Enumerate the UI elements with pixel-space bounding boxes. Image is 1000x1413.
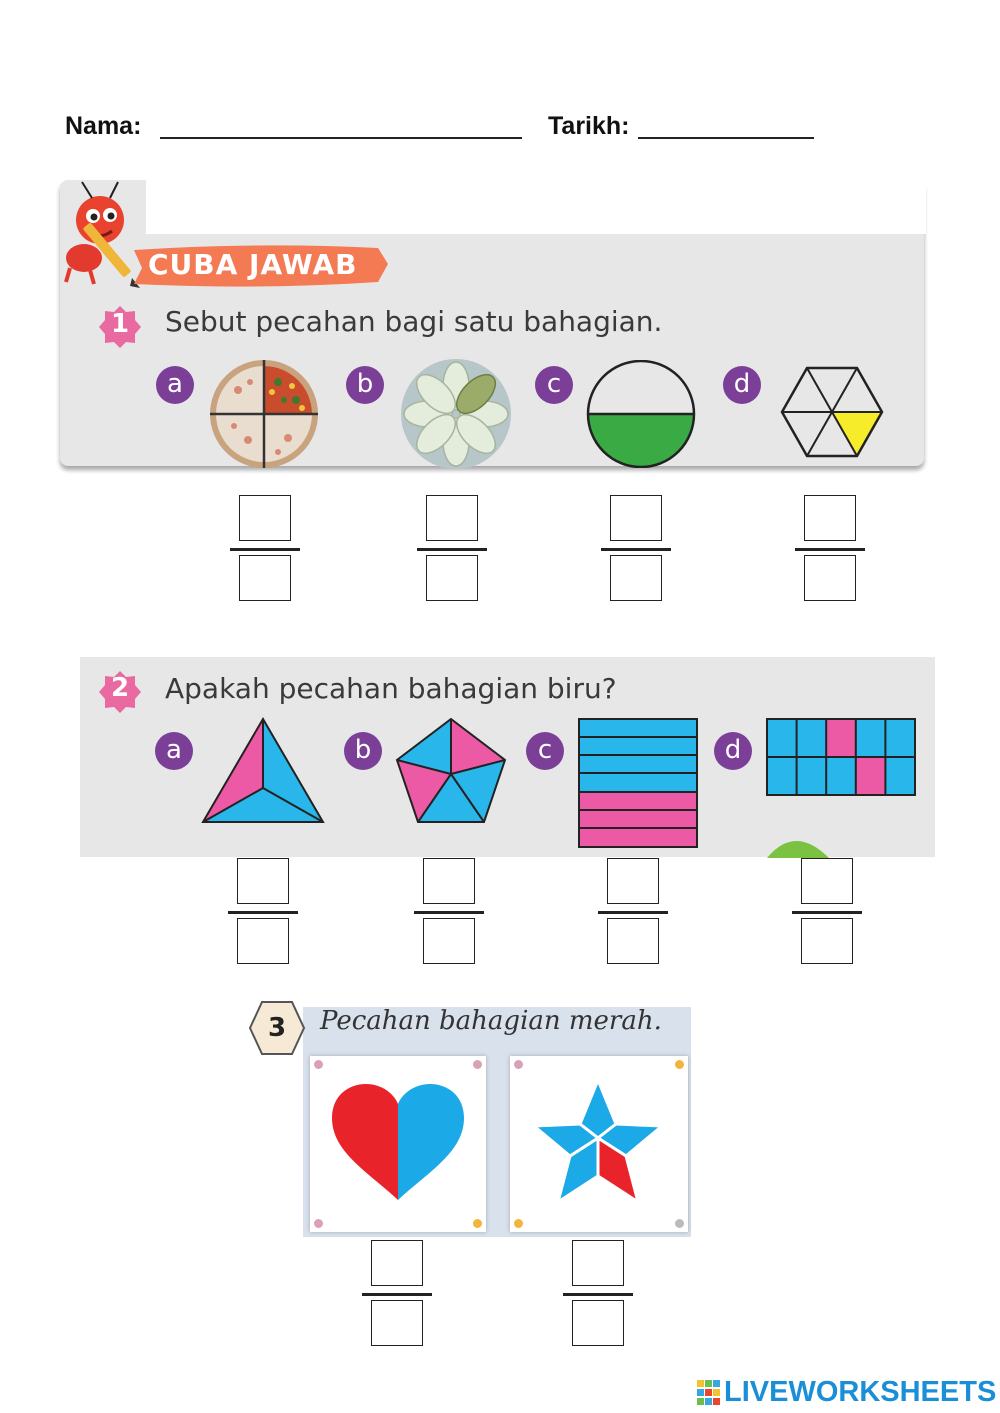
hexagon-sixths-image bbox=[778, 356, 886, 468]
fraction-bar bbox=[601, 548, 671, 551]
numerator-input[interactable] bbox=[804, 495, 856, 541]
fraction-answer-3b bbox=[563, 1240, 635, 1350]
rectangle-strips-image bbox=[578, 718, 698, 848]
fraction-bar bbox=[795, 548, 865, 551]
denominator-input[interactable] bbox=[804, 555, 856, 601]
pentagon-fifths-image bbox=[394, 716, 508, 826]
denominator-input[interactable] bbox=[426, 555, 478, 601]
question-number: 2 bbox=[110, 673, 130, 703]
date-label: Tarikh: bbox=[548, 112, 630, 140]
cuba-jawab-text: CUBA JAWAB bbox=[148, 248, 358, 281]
fraction-bar bbox=[563, 1293, 633, 1296]
fraction-answer-2d bbox=[792, 858, 864, 968]
item-letter-c: c bbox=[526, 732, 564, 770]
fraction-answer-3a bbox=[362, 1240, 434, 1350]
question-number: 3 bbox=[267, 1013, 287, 1043]
item-letter-a: a bbox=[155, 732, 193, 770]
item-letter-b: b bbox=[344, 732, 382, 770]
grid-cells-image bbox=[766, 718, 916, 796]
question-3-prompt: Pecahan bahagian merah. bbox=[320, 1006, 662, 1036]
numerator-input[interactable] bbox=[801, 858, 853, 904]
star-fifths-image bbox=[530, 1076, 666, 1206]
liveworksheets-logo-icon bbox=[697, 1380, 721, 1406]
circle-half-green-image bbox=[586, 360, 696, 468]
fraction-bar bbox=[230, 548, 300, 551]
numerator-input[interactable] bbox=[610, 495, 662, 541]
numerator-input[interactable] bbox=[371, 1240, 423, 1286]
item-letter-b: b bbox=[346, 366, 384, 404]
numerator-input[interactable] bbox=[572, 1240, 624, 1286]
numerator-input[interactable] bbox=[423, 858, 475, 904]
name-label: Nama: bbox=[65, 112, 142, 140]
numerator-input[interactable] bbox=[239, 495, 291, 541]
denominator-input[interactable] bbox=[239, 555, 291, 601]
liveworksheets-brand: LIVEWORKSHEETS bbox=[724, 1376, 997, 1408]
denominator-input[interactable] bbox=[423, 918, 475, 964]
heart-halves-image bbox=[328, 1082, 468, 1202]
numerator-input[interactable] bbox=[426, 495, 478, 541]
triangle-thirds-image bbox=[200, 716, 326, 826]
name-line bbox=[160, 137, 522, 139]
fraction-bar bbox=[598, 911, 668, 914]
denominator-input[interactable] bbox=[237, 918, 289, 964]
fraction-answer-2a bbox=[228, 858, 300, 968]
fraction-answer-2c bbox=[598, 858, 670, 968]
denominator-input[interactable] bbox=[572, 1300, 624, 1346]
fraction-bar bbox=[414, 911, 484, 914]
question-2-prompt: Apakah pecahan bahagian biru? bbox=[165, 672, 617, 705]
item-letter-d: d bbox=[714, 732, 752, 770]
fraction-answer-1a bbox=[230, 495, 302, 605]
denominator-input[interactable] bbox=[371, 1300, 423, 1346]
question-number: 1 bbox=[110, 309, 130, 339]
numerator-input[interactable] bbox=[607, 858, 659, 904]
numerator-input[interactable] bbox=[237, 858, 289, 904]
fraction-answer-2b bbox=[414, 858, 486, 968]
fraction-answer-1b bbox=[417, 495, 489, 605]
leaf-icon bbox=[765, 830, 835, 858]
fraction-bar bbox=[228, 911, 298, 914]
pizza-quarters-image bbox=[208, 360, 320, 468]
item-letter-d: d bbox=[723, 366, 761, 404]
denominator-input[interactable] bbox=[610, 555, 662, 601]
item-letter-c: c bbox=[535, 366, 573, 404]
fraction-answer-1c bbox=[601, 495, 673, 605]
date-line bbox=[638, 137, 814, 139]
denominator-input[interactable] bbox=[607, 918, 659, 964]
fraction-bar bbox=[792, 911, 862, 914]
denominator-input[interactable] bbox=[801, 918, 853, 964]
item-letter-a: a bbox=[156, 366, 194, 404]
fraction-bar bbox=[362, 1293, 432, 1296]
question-1-prompt: Sebut pecahan bagi satu bahagian. bbox=[165, 305, 663, 338]
cake-eighths-image bbox=[400, 358, 512, 470]
section1-top-mask bbox=[146, 170, 926, 234]
fraction-answer-1d bbox=[795, 495, 867, 605]
fraction-bar bbox=[417, 548, 487, 551]
